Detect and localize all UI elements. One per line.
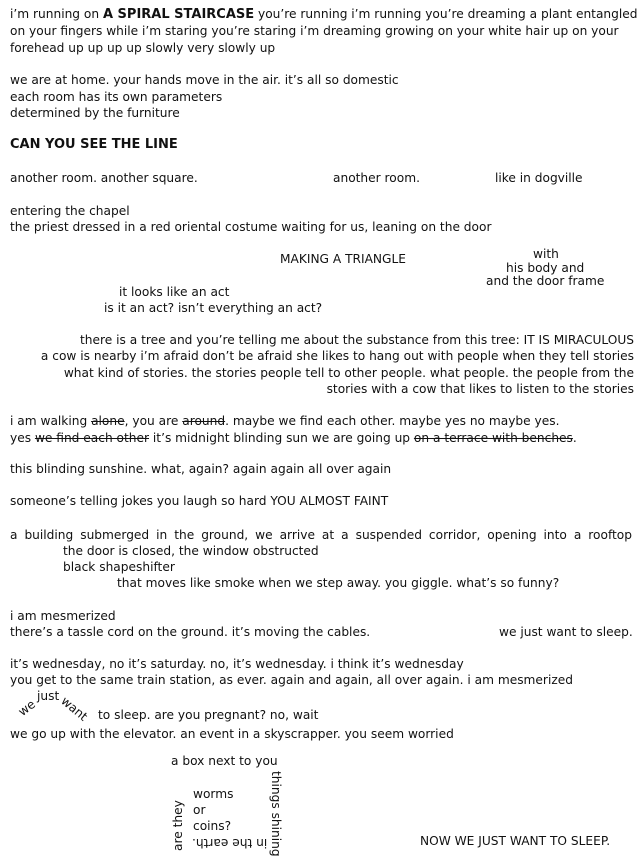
want-to-sleep-text: we just want to sleep. [499,625,633,639]
struck-alone: alone [91,414,125,428]
arc-want: want [58,693,91,724]
yes-text: yes [10,431,35,445]
wednesday-line: it’s wednesday, no it’s saturday. no, it’s wednesday. i think it’s wednesday [10,657,464,671]
stories-line: what kind of stories. the stories people tell to other people. what people. the people from the [63,366,634,380]
train-station-line: you get to the same train station, as ever. again and again, all over again. i am mesmerized [10,673,573,687]
room-square-text: another room. another square. [10,171,198,185]
fingers-line: on your fingers while i’m staring you’re staring i’m dreaming growing on your white hair up on your [10,24,619,38]
parameters-line: each room has its own parameters [10,90,223,104]
period-text: . [572,431,577,445]
midnight-line [10,430,577,446]
staircase-line-start: i’m running on [10,7,103,21]
smoke-line: that moves like smoke when we step away. you giggle. what’s so funny? [117,576,560,590]
walking-line [10,413,559,429]
dogville-text: like in dogville [495,171,583,185]
or-text: or [193,803,206,817]
struck-terrace: on a terrace with benches [413,431,573,445]
maybe-text: . maybe we find each other. maybe yes no maybe yes. [225,414,560,428]
arc-just: just [37,689,60,703]
elevator-line: we go up with the elevator. an event in a skyscrapper. you seem worried [10,727,454,741]
coins-text: coins? [193,819,232,833]
midnight-text: it’s midnight blinding sun we are going up [149,431,414,445]
ending-line: NOW WE JUST WANT TO SLEEP. [420,834,611,848]
box-top-text: a box next to you [171,754,278,768]
jokes-line: someone’s telling jokes you laugh so hard YOU ALMOST FAINT [10,494,389,508]
is-it-an-act-line: is it an act? isn’t everything an act? [104,301,323,315]
sunshine-line: this blinding sunshine. what, again? again again all over again [10,462,392,476]
forehead-line: forehead up up up up slowly very slowly up [10,41,276,55]
priest-line: the priest dressed in a red oriental costume waiting for us, leaning on the door [10,220,492,234]
box-bottom-text: in the earth. [192,836,268,850]
room-text: another room. [333,171,420,185]
building-line: a building submerged in the ground, we arrive at a suspended corridor, opening into a rooftop [10,528,632,542]
body-text: his body and [506,261,585,275]
mesmerized-line: i am mesmerized [10,609,116,623]
furniture-line: determined by the furniture [10,106,180,120]
with-text: with [533,247,559,261]
box-left-text: are they [171,800,185,851]
walking-text: i am walking [10,414,92,428]
you-are-text: , you are [124,414,183,428]
pregnant-line: to sleep. are you pregnant? no, wait [98,708,319,722]
arc-we: we [15,697,39,719]
shapeshifter-line: black shapeshifter [63,560,175,574]
staircase-line-end: you’re running i’m running you’re dreaming a plant entangled [254,7,637,21]
cow-line: a cow is nearby i’m afraid don’t be afraid she likes to hang out with people when they tell stories [40,349,634,363]
line-heading: CAN YOU SEE THE LINE [10,137,178,152]
tree-line: there is a tree and you’re telling me about the substance from this tree: IT IS MIRACULOUS [80,333,634,347]
chapel-line: entering the chapel [10,204,130,218]
staircase-line [10,6,637,23]
cow-stories-line: stories with a cow that likes to listen to the stories [326,382,634,396]
triangle-label: MAKING A TRIANGLE [280,252,406,266]
struck-find-each-other: we find each other [34,431,150,445]
door-frame-text: and the door frame [486,274,605,288]
home-line: we are at home. your hands move in the air. it’s all so domestic [10,73,399,87]
struck-around: around [182,414,226,428]
act-line: it looks like an act [119,285,230,299]
spiral-staircase-emphasis: A SPIRAL STAIRCASE [102,7,255,22]
door-closed-line: the door is closed, the window obstructed [63,544,319,558]
worms-text: worms [193,787,234,801]
tassle-cord-line: there’s a tassle cord on the ground. it’s moving the cables. [10,625,371,639]
box-right-text: things shining [269,771,283,857]
